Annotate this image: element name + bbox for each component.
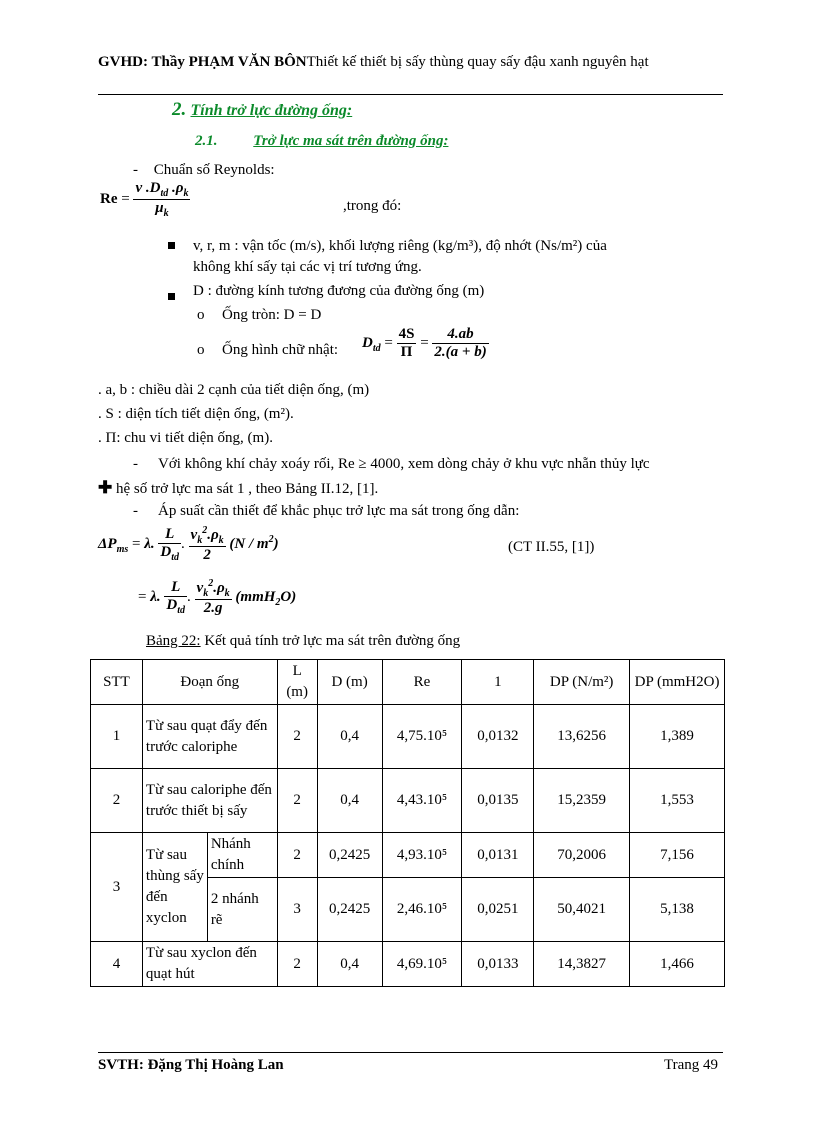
dash-marker: - bbox=[133, 503, 138, 519]
col-lambda: 1 bbox=[462, 660, 534, 705]
header-gvhd: GVHD: Thầy PHẠM VĂN BÔN bbox=[98, 54, 307, 70]
footer-svth: SVTH: Đặng Thị Hoàng Lan bbox=[98, 1057, 284, 1073]
cell-lambda: 0,0135 bbox=[462, 769, 534, 833]
cell-re: 4,93.10⁵ bbox=[382, 833, 462, 878]
cell-segment: Từ sau quạt đẩy đến trước caloriphe bbox=[142, 705, 277, 769]
dash-marker: - bbox=[133, 456, 138, 472]
cell-length: 3 bbox=[277, 878, 317, 942]
cell-diameter: 0,2425 bbox=[317, 878, 382, 942]
bullet-1-line2: không khí sấy tại các vị trí tương ứng. bbox=[193, 259, 422, 275]
circle-marker-1: o bbox=[197, 307, 205, 323]
cell-stt: 2 bbox=[91, 769, 143, 833]
footer-rule bbox=[98, 1052, 723, 1053]
cell-dp-pa: 14,3827 bbox=[534, 942, 630, 987]
table-row bbox=[91, 705, 725, 769]
bullet-1 bbox=[193, 236, 723, 278]
formula-reynolds: Re = $\frac{v .D_{td} .\rho_k}{\mu_k}$ bbox=[100, 180, 189, 219]
header-title: Thiết kế thiết bị sấy thùng quay sấy đậu xanh nguyên hạt bbox=[306, 54, 649, 70]
circle-marker-2: o bbox=[197, 342, 205, 358]
sub-rect: Ống hình chữ nhật: bbox=[222, 342, 339, 358]
col-dp-mm: DP (mmH2O) bbox=[630, 660, 725, 705]
cell-stt: 3 bbox=[91, 833, 143, 942]
cell-segment: Từ sau caloriphe đến trước thiết bị sấy bbox=[142, 769, 277, 833]
cell-dp-mm: 1,553 bbox=[630, 769, 725, 833]
def-pi: . Π: chu vi tiết diện ống, (m). bbox=[98, 430, 273, 446]
table-caption-text: Kết quả tính trở lực ma sát trên đường ống bbox=[200, 633, 461, 649]
table-caption-prefix: Bảng 22: bbox=[146, 633, 201, 649]
cell-lambda: 0,0251 bbox=[462, 878, 534, 942]
col-diameter: D (m) bbox=[317, 660, 382, 705]
cell-re: 4,75.10⁵ bbox=[382, 705, 462, 769]
cell-lambda: 0,0132 bbox=[462, 705, 534, 769]
cell-re: 4,43.10⁵ bbox=[382, 769, 462, 833]
subsection-number: 2.1. bbox=[195, 133, 218, 149]
cell-branch: 2 nhánh rẽ bbox=[207, 878, 277, 942]
col-re: Re bbox=[382, 660, 462, 705]
cell-diameter: 0,4 bbox=[317, 769, 382, 833]
cell-diameter: 0,4 bbox=[317, 942, 382, 987]
cell-length: 2 bbox=[277, 769, 317, 833]
table-caption bbox=[146, 633, 460, 650]
sub-round: Ống tròn: D = D bbox=[222, 307, 322, 323]
cell-dp-mm: 7,156 bbox=[630, 833, 725, 878]
footer-page: Trang 49 bbox=[663, 1057, 718, 1073]
arrow-icon: ✚ bbox=[98, 478, 113, 497]
cell-branch: Nhánh chính bbox=[207, 833, 277, 878]
cell-dp-pa: 15,2359 bbox=[534, 769, 630, 833]
cell-re: 2,46.10⁵ bbox=[382, 878, 462, 942]
results-table bbox=[90, 659, 725, 987]
subsection-title: Trở lực ma sát trên đường ống: bbox=[253, 133, 449, 149]
reynolds-item bbox=[133, 162, 275, 179]
bullet-marker-2 bbox=[168, 288, 175, 305]
col-stt: STT bbox=[91, 660, 143, 705]
cell-diameter: 0,2425 bbox=[317, 833, 382, 878]
cell-dp-pa: 50,4021 bbox=[534, 878, 630, 942]
cell-dp-mm: 1,466 bbox=[630, 942, 725, 987]
section-number: 2. bbox=[172, 99, 187, 120]
table-row bbox=[91, 942, 725, 987]
formula-dtd: $D_{td}$ = $\frac{4S}{\Pi}$ = $\frac{4.ab}{2.(a + b)}$ bbox=[362, 326, 487, 360]
cell-diameter: 0,4 bbox=[317, 705, 382, 769]
formula-ref: (CT II.55, [1]) bbox=[508, 539, 595, 555]
turbulent-line2: hệ số trở lực ma sát 1 , theo Bảng II.12, [1]. bbox=[116, 481, 379, 497]
subsection-heading bbox=[195, 133, 448, 150]
reynolds-label: Chuẩn số Reynolds: bbox=[153, 162, 275, 178]
table-header-row bbox=[91, 660, 725, 705]
formula-pressure-2: = λ. $\frac{L}{D_{td}}$ . $\frac{v_k^2.\rho_k}{2.g}$ (mmH$_2$O) bbox=[138, 578, 297, 616]
table-row bbox=[91, 833, 725, 878]
cell-segment: Từ sau xyclon đến quạt hút bbox=[142, 942, 277, 987]
def-s: . S : diện tích tiết diện ống, (m²). bbox=[98, 406, 294, 422]
formula-pressure-1: $\Delta P_{ms} = \lambda$. $\frac{L}{D_{td}}$ . $\frac{v_k^2.\rho_k}{2}$ $(N / m^2)$ bbox=[98, 525, 279, 563]
cell-dp-mm: 1,389 bbox=[630, 705, 725, 769]
cell-stt: 4 bbox=[91, 942, 143, 987]
cell-length: 2 bbox=[277, 705, 317, 769]
table-row bbox=[91, 769, 725, 833]
section-title: Tính trở lực đường ống: bbox=[190, 102, 353, 119]
cell-re: 4,69.10⁵ bbox=[382, 942, 462, 987]
dash-marker: - bbox=[133, 162, 138, 178]
formula-where: ,trong đó: bbox=[343, 198, 402, 214]
turbulent-line1: Với không khí chảy xoáy rối, Re ≥ 4000, xem dòng chảy ở khu vực nhẵn thủy lực bbox=[158, 456, 650, 472]
cell-dp-mm: 5,138 bbox=[630, 878, 725, 942]
page-header bbox=[98, 52, 723, 73]
col-dp-pa: DP (N/m²) bbox=[534, 660, 630, 705]
pressure-label: Áp suất cần thiết để khắc phục trở lực ma sát trong ống dẫn: bbox=[158, 503, 520, 519]
bullet-marker-1 bbox=[168, 237, 175, 254]
bullet-2: D : đường kính tương đương của đường ống (m) bbox=[193, 283, 485, 299]
cell-segment: Từ sau thùng sấy đến xyclon bbox=[142, 833, 207, 942]
bullet-1-line1: v, r, m : vận tốc (m/s), khối lượng riêng (kg/m³), độ nhớt (Ns/m²) của bbox=[193, 238, 607, 254]
cell-lambda: 0,0133 bbox=[462, 942, 534, 987]
cell-stt: 1 bbox=[91, 705, 143, 769]
turbulent-line2-wrap bbox=[98, 478, 378, 498]
col-length: L (m) bbox=[277, 660, 317, 705]
cell-dp-pa: 13,6256 bbox=[534, 705, 630, 769]
cell-dp-pa: 70,2006 bbox=[534, 833, 630, 878]
cell-length: 2 bbox=[277, 833, 317, 878]
col-segment: Đoạn ống bbox=[142, 660, 277, 705]
def-ab: . a, b : chiều dài 2 cạnh của tiết diện ống, (m) bbox=[98, 382, 370, 398]
cell-lambda: 0,0131 bbox=[462, 833, 534, 878]
section-heading bbox=[172, 99, 352, 121]
cell-length: 2 bbox=[277, 942, 317, 987]
header-rule bbox=[98, 94, 723, 95]
